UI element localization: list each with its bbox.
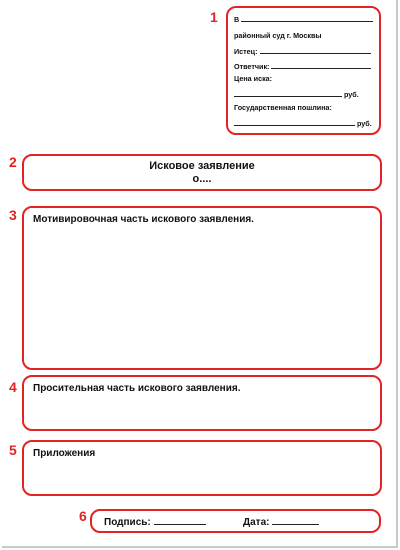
motivation-section[interactable] <box>22 206 382 370</box>
claim-price-line <box>234 89 359 99</box>
section-number-6: 6 <box>79 508 87 524</box>
claim-price-blank[interactable] <box>234 89 342 97</box>
motivation-section-title: Мотивировочная часть искового заявления. <box>33 214 254 225</box>
section-number-5: 5 <box>9 442 17 458</box>
section-number-2: 2 <box>9 154 17 170</box>
claim-form-page <box>2 0 398 548</box>
document-title: Исковое заявление <box>149 160 255 172</box>
petition-section[interactable] <box>22 375 382 431</box>
signature-blank[interactable] <box>154 516 206 525</box>
to-prefix: В <box>234 15 240 24</box>
section-number-3: 3 <box>9 207 17 223</box>
title-block <box>22 154 382 191</box>
date-line <box>243 516 319 528</box>
plaintiff-label: Истец: <box>234 47 258 56</box>
state-fee-blank[interactable] <box>234 118 355 126</box>
court-name-blank[interactable] <box>241 14 373 22</box>
defendant-line <box>234 61 371 71</box>
plaintiff-blank[interactable] <box>260 46 371 54</box>
header-block <box>226 6 381 135</box>
defendant-label: Ответчик: <box>234 62 270 71</box>
petition-section-title: Просительная часть искового заявления. <box>33 383 241 394</box>
plaintiff-line <box>234 46 371 56</box>
defendant-blank[interactable] <box>271 61 371 69</box>
attachments-section[interactable] <box>22 440 382 496</box>
signature-block <box>90 509 381 533</box>
court-label: районный суд г. Москвы <box>234 31 322 40</box>
state-fee-label: Государственная пошлина: <box>234 103 332 112</box>
document-subtitle: о.... <box>192 173 212 185</box>
date-label: Дата: <box>243 517 270 528</box>
state-fee-currency: руб. <box>357 119 372 128</box>
signature-label: Подпись: <box>104 517 151 528</box>
attachments-section-title: Приложения <box>33 448 96 459</box>
claim-price-currency: руб. <box>344 90 359 99</box>
claim-price-label: Цена иска: <box>234 74 273 83</box>
date-blank[interactable] <box>272 516 319 525</box>
section-number-4: 4 <box>9 379 17 395</box>
section-number-1: 1 <box>210 9 218 25</box>
signature-line <box>104 516 206 528</box>
state-fee-line <box>234 118 372 128</box>
court-addressee-line <box>234 14 373 24</box>
